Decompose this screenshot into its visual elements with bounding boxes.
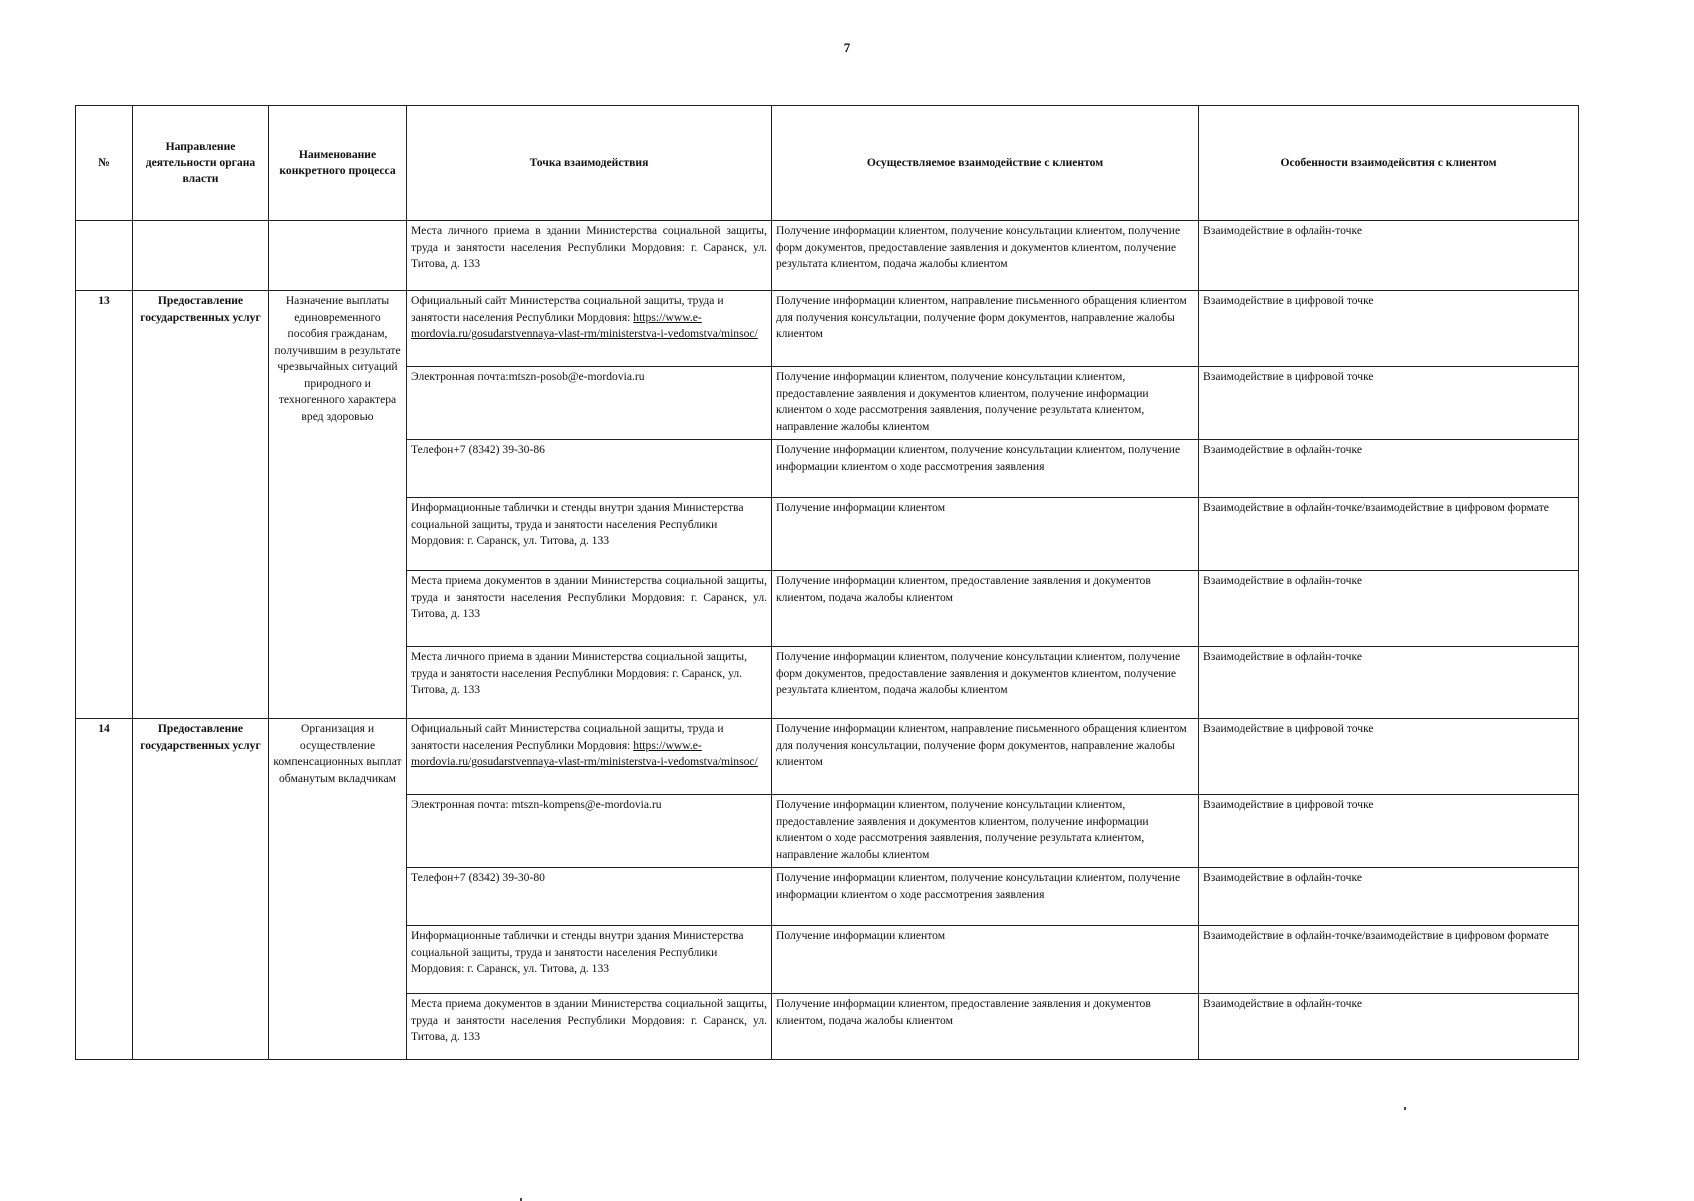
cell-point: [407, 719, 772, 795]
cell-process: [269, 221, 407, 291]
cell-features: Взаимодействие в цифровой точке: [1199, 719, 1579, 795]
cell-features: Взаимодействие в офлайн-точке: [1199, 994, 1579, 1060]
cell-direction: Предоставление государственных услуг: [133, 719, 269, 1060]
page-number: 7: [843, 40, 851, 55]
cell-features: Взаимодействие в цифровой точке: [1199, 795, 1579, 868]
cell-point: Места приема документов в здании Министерства социальной защиты, труда и занятости населения Республики Мордовия: г. Саранск, ул. Титова, д. 133: [407, 994, 772, 1060]
table-row: [76, 221, 1579, 291]
cell-features: Взаимодействие в офлайн-точке: [1199, 440, 1579, 498]
cell-features: Взаимодействие в офлайн-точке: [1199, 647, 1579, 719]
cell-features: Взаимодействие в офлайн-точке/взаимодействие в цифровом формате: [1199, 498, 1579, 571]
point-text: Официальный сайт Министерства социальной защиты, труда и занятости населения Республики Мордовия:: [411, 722, 724, 752]
cell-interaction: Получение информации клиентом, предоставление заявления и документов клиентом, подача жалобы клиентом: [772, 994, 1199, 1060]
header-direction: Направление деятельности органа власти: [133, 106, 269, 221]
cell-point: Места личного приема в здании Министерства социальной защиты, труда и занятости населения Республики Мордовия: г. Саранск, ул. Титова, д. 133: [407, 647, 772, 719]
cell-point: Места личного приема в здании Министерства социальной защиты, труда и занятости населения Республики Мордовия: г. Саранск, ул. Титова, д. 133: [407, 221, 772, 291]
ministry-site-link[interactable]: https://www.e-mordovia.ru/gosudarstvennaya-vlast-rm/ministerstva-i-vedomstva/minsoc/: [411, 738, 758, 768]
cell-features: Взаимодействие в цифровой точке: [1199, 291, 1579, 367]
cell-interaction: Получение информации клиентом, получение консультации клиентом, предоставление заявления и документов клиентом, получение информации клиентом о ходе рассмотрения заявления, получение результата клиентом, направление жалобы клиентом: [772, 795, 1199, 868]
table-row: [76, 719, 1579, 795]
cell-point: Телефон+7 (8342) 39-30-86: [407, 440, 772, 498]
cell-num: [76, 221, 133, 291]
scan-speck: [1404, 1107, 1406, 1110]
cell-interaction: Получение информации клиентом, получение консультации клиентом, получение форм документов, предоставление заявления и документов клиентом, получение результата клиентом, подача жалобы клиентом: [772, 647, 1199, 719]
cell-direction: Предоставление государственных услуг: [133, 291, 269, 719]
cell-interaction: Получение информации клиентом, получение консультации клиентом, получение информации клиентом о ходе рассмотрения заявления: [772, 440, 1199, 498]
table-header-row: [76, 106, 1579, 221]
cell-features: Взаимодействие в офлайн-точке: [1199, 868, 1579, 926]
cell-interaction: Получение информации клиентом, получение консультации клиентом, получение информации клиентом о ходе рассмотрения заявления: [772, 868, 1199, 926]
header-interaction: Осуществляемое взаимодействие с клиентом: [772, 106, 1199, 221]
cell-interaction: Получение информации клиентом: [772, 498, 1199, 571]
header-num: №: [76, 106, 133, 221]
header-process: Наименование конкретного процесса: [269, 106, 407, 221]
cell-features: Взаимодействие в цифровой точке: [1199, 367, 1579, 440]
cell-interaction: Получение информации клиентом, направление письменного обращения клиентом для получения консультации, получение форм документов, направление жалобы клиентом: [772, 719, 1199, 795]
cell-direction: [133, 221, 269, 291]
cell-interaction: Получение информации клиентом, направление письменного обращения клиентом для получения консультации, получение форм документов, направление жалобы клиентом: [772, 291, 1199, 367]
cell-process: Организация и осуществление компенсационных выплат обманутым вкладчикам: [269, 719, 407, 1060]
cell-point: Электронная почта:mtszn-posob@e-mordovia.ru: [407, 367, 772, 440]
cell-features: Взаимодействие в офлайн-точке: [1199, 571, 1579, 647]
header-point: Точка взаимодействия: [407, 106, 772, 221]
cell-point: Информационные таблички и стенды внутри здания Министерства социальной защиты, труда и занятости населения Республики Мордовия: г. Саранск, ул. Титова, д. 133: [407, 926, 772, 994]
header-features: Особенности взаимодейсвтия с клиентом: [1199, 106, 1579, 221]
interaction-table: [75, 105, 1579, 1060]
cell-point: Электронная почта: mtszn-kompens@e-mordovia.ru: [407, 795, 772, 868]
cell-point: Места приема документов в здании Министерства социальной защиты, труда и занятости населения Республики Мордовия: г. Саранск, ул. Титова, д. 133: [407, 571, 772, 647]
cell-interaction: Получение информации клиентом: [772, 926, 1199, 994]
cell-point: [407, 291, 772, 367]
cell-features: Взаимодействие в офлайн-точке: [1199, 221, 1579, 291]
cell-point: Телефон+7 (8342) 39-30-80: [407, 868, 772, 926]
cell-interaction: Получение информации клиентом, получение консультации клиентом, получение форм документов, предоставление заявления и документов клиентом, получение результата клиентом, подача жалобы клиентом: [772, 221, 1199, 291]
row-number-13: 13: [76, 291, 133, 719]
cell-interaction: Получение информации клиентом, получение консультации клиентом, предоставление заявления и документов клиентом, получение информации клиентом о ходе рассмотрения заявления, получение результата клиентом, направление жалобы клиентом: [772, 367, 1199, 440]
cell-features: Взаимодействие в офлайн-точке/взаимодействие в цифровом формате: [1199, 926, 1579, 994]
cell-process: Назначение выплаты единовременного пособия гражданам, получившим в результате чрезвычайных ситуаций природного и техногенного характера вред здоровью: [269, 291, 407, 719]
table-row: [76, 291, 1579, 367]
ministry-site-link[interactable]: https://www.e-mordovia.ru/gosudarstvennaya-vlast-rm/ministerstva-i-vedomstva/minsoc/: [411, 310, 758, 340]
cell-interaction: Получение информации клиентом, предоставление заявления и документов клиентом, подача жалобы клиентом: [772, 571, 1199, 647]
cell-point: Информационные таблички и стенды внутри здания Министерства социальной защиты, труда и занятости населения Республики Мордовия: г. Саранск, ул. Титова, д. 133: [407, 498, 772, 571]
point-text: Официальный сайт Министерства социальной защиты, труда и занятости населения Республики Мордовия:: [411, 294, 724, 324]
row-number-14: 14: [76, 719, 133, 1060]
